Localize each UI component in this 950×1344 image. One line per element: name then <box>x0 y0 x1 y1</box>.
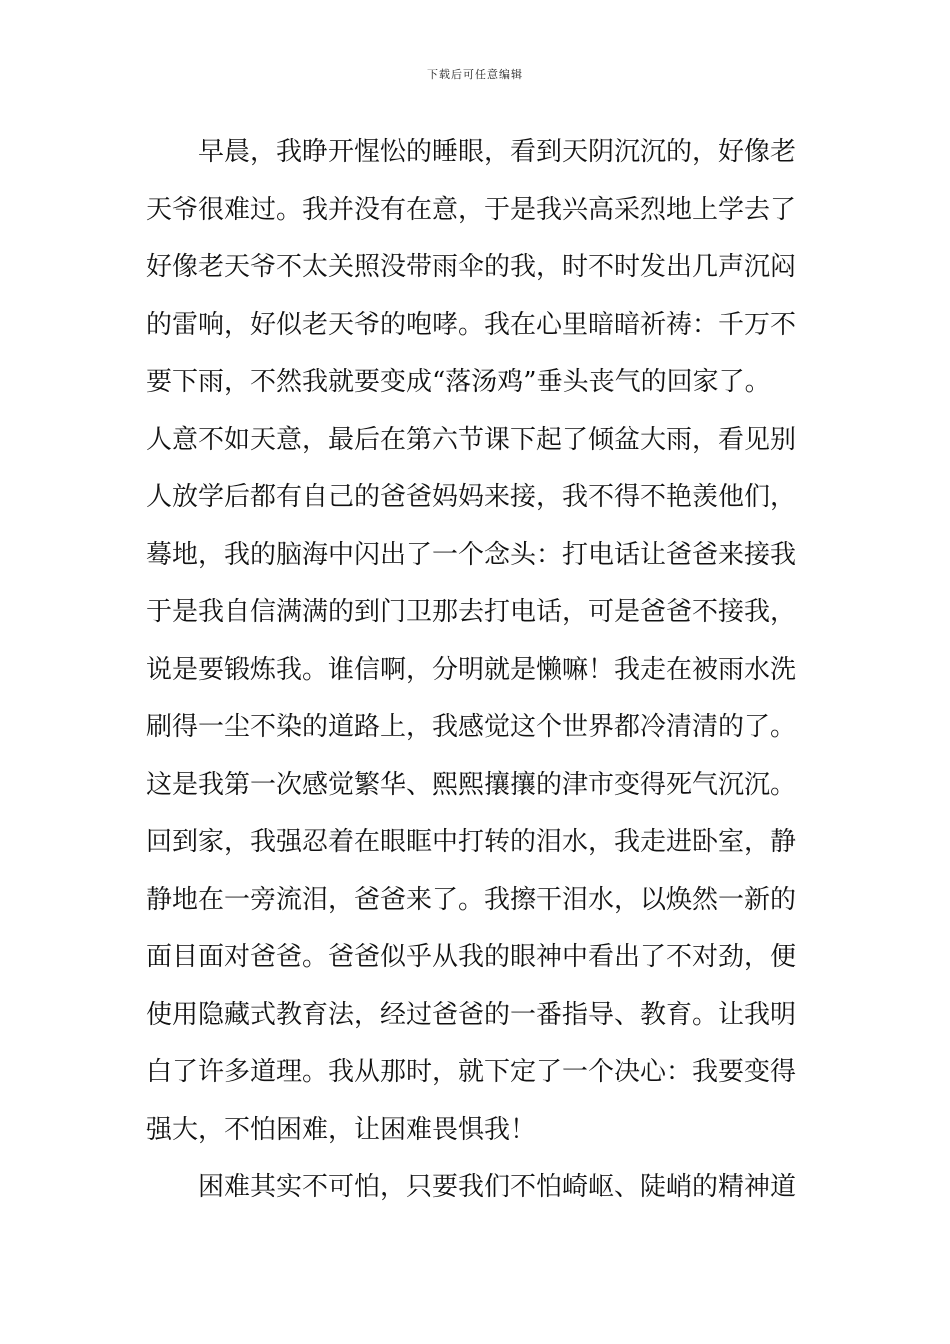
paragraph-line: 这是我第一次感觉繁华、熙熙攘攘的津市变得死气沉沉。 <box>146 769 797 800</box>
paragraph-line: 白了许多道理。我从那时，就下定了一个决心：我要变得 <box>146 1057 797 1087</box>
paragraph-line: 蓦地，我的脑海中闪出了一个念头：打电话让爸爸来接我 <box>146 539 797 570</box>
paragraph-line: 困难其实不可怕，只要我们不怕崎岖、陡峭的精神道 <box>198 1172 797 1202</box>
paragraph-line: 要下雨，不然我就要变成“落汤鸡”垂头丧气的回家了。 <box>146 367 771 397</box>
paragraph-line: 早晨，我睁开惺忪的睡眼，看到天阴沉沉的，好像老 <box>198 137 797 167</box>
header-note: 下载后可任意编辑 <box>427 68 523 81</box>
paragraph-line: 面目面对爸爸。爸爸似乎从我的眼神中看出了不对劲，便 <box>146 942 797 972</box>
paragraph-line: 静地在一旁流泪，爸爸来了。我擦干泪水，以焕然一新的 <box>146 884 797 915</box>
paragraph-line: 说是要锻炼我。谁信啊，分明就是懒嘛！我走在被雨水洗 <box>146 654 797 685</box>
paragraph-line: 好像老天爷不太关照没带雨伞的我，时不时发出几声沉闷 <box>146 252 797 282</box>
paragraph-line: 于是我自信满满的到门卫那去打电话，可是爸爸不接我， <box>146 597 797 627</box>
body-text <box>146 124 811 1217</box>
paragraph-line: 刷得一尘不染的道路上，我感觉这个世界都冷清清的了。 <box>146 712 797 742</box>
paragraph-line: 使用隐藏式教育法，经过爸爸的一番指导、教育。让我明 <box>146 999 797 1030</box>
paragraph-line: 人放学后都有自己的爸爸妈妈来接，我不得不艳羡他们， <box>146 482 797 512</box>
paragraph-line: 强大，不怕困难，让困难畏惧我！ <box>146 1114 537 1145</box>
paragraph-line: 回到家，我强忍着在眼眶中打转的泪水，我走进卧室，静 <box>146 827 797 857</box>
paragraph-line: 天爷很难过。我并没有在意，于是我兴高采烈地上学去了 <box>146 194 797 225</box>
paragraph-line: 的雷响，好似老天爷的咆哮。我在心里暗暗祈祷：千万不 <box>146 309 797 340</box>
paragraph-line: 人意不如天意，最后在第六节课下起了倾盆大雨，看见别 <box>146 424 797 455</box>
